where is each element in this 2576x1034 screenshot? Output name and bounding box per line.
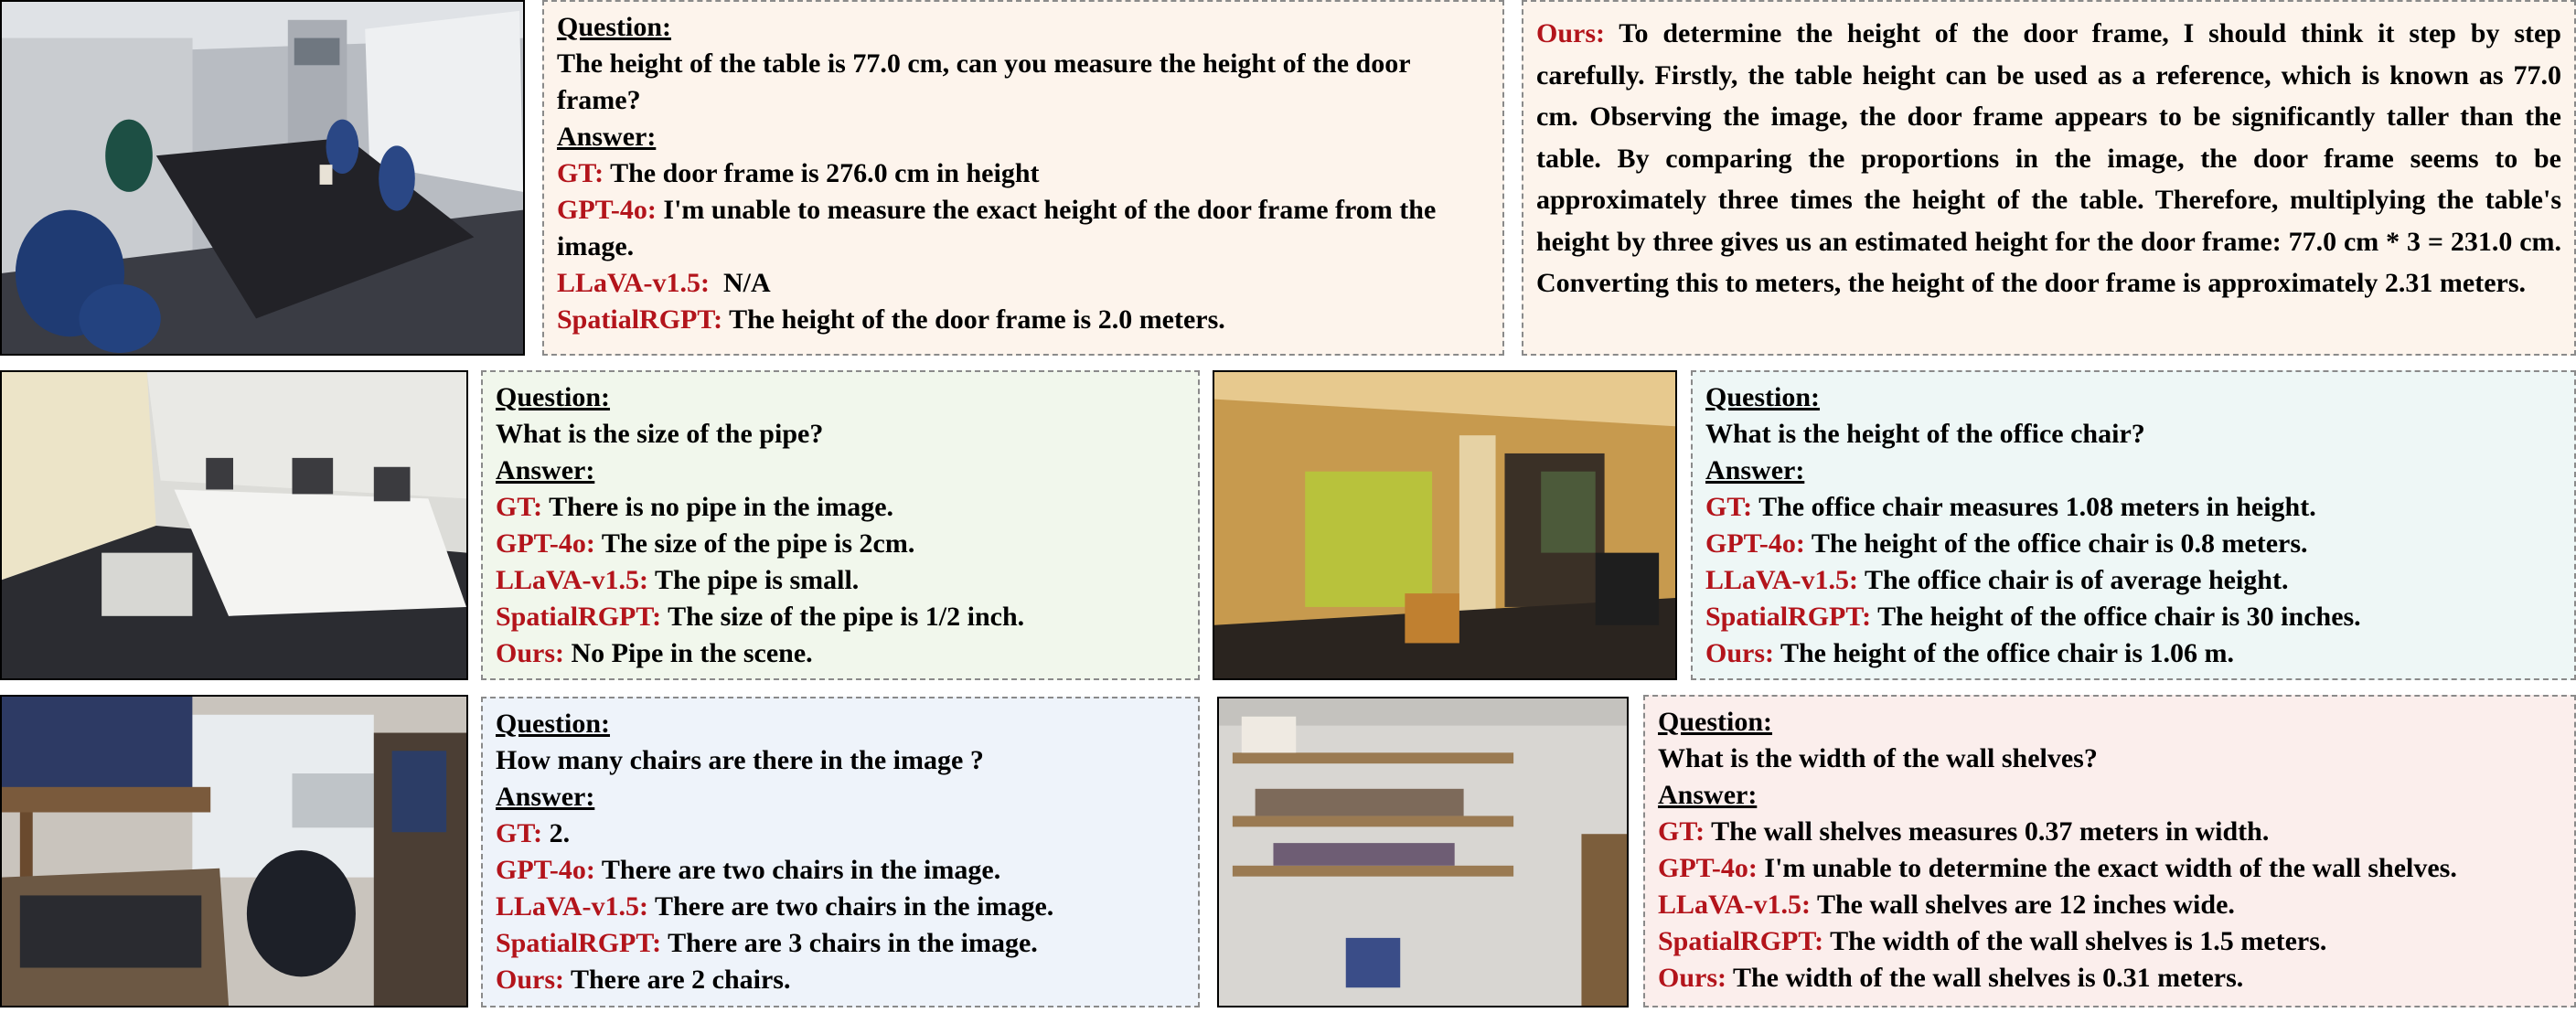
model-label-spatialrgpt: SpatialRGPT: [557,304,723,335]
answer-llava-text: N/A [722,268,771,298]
answer-gpt4o-text: I'm unable to measure the exact height of the door frame from the image. [557,195,1437,261]
question-header: Question: [1705,382,1821,412]
answer-spatialrgpt [557,302,1490,338]
answer-gt [1705,489,2561,526]
model-label-gpt4o: GPT-4o: [557,195,657,225]
photo-conference-room [0,0,525,356]
model-label-llava: LLaVA-v1.5: [1658,890,1811,920]
answer-gt [496,489,1185,526]
answer-gpt4o-text: The size of the pipe is 2cm. [601,528,915,559]
question-text: What is the height of the office chair? [1705,419,2145,449]
answer-gpt4o [1658,850,2561,887]
answer-llava-text: The wall shelves are 12 inches wide. [1816,890,2235,920]
answer-gpt4o-text: The height of the office chair is 0.8 meters. [1811,528,2308,559]
photo-office-hallway [1213,370,1677,680]
question-text: How many chairs are there in the image ? [496,745,984,775]
answer-ours [496,635,1185,672]
answer-spatialrgpt [1705,599,2561,635]
model-label-spatialrgpt: SpatialRGPT: [496,928,662,958]
answer-spatialrgpt-text: The size of the pipe is 1/2 inch. [668,602,1025,632]
model-label-ours: Ours: [1658,963,1726,993]
ours-reasoning-text: To determine the height of the door frame, I should think it step by step carefully. Firstly, the table height can be used as a reference, which is known as 77.0 cm. Observing the image, the door frame appears to be significantly taller than the table. By comparing the proportions in the image, the door frame seems to be approximately three times the height of the table. Therefore, multiplying the table's height by three gives us an estimated height for the door frame: 77.0 cm * 3 = 231.0 cm. Converting this to meters, the height of the door frame is approximately 2.31 meters. [1536,18,2561,298]
question-text: The height of the table is 77.0 cm, can you measure the height of the door frame? [557,48,1411,115]
photo-wall-shelves [1217,697,1629,1007]
answer-ours-text: The height of the office chair is 1.06 m. [1780,638,2235,668]
answer-spatialrgpt-text: The height of the office chair is 30 inches. [1877,602,2361,632]
answer-llava [496,562,1185,599]
model-label-ours: Ours: [1705,638,1774,668]
question-header: Question: [1658,707,1773,737]
model-label-llava: LLaVA-v1.5: [496,565,648,595]
model-label-gpt4o: GPT-4o: [496,528,595,559]
model-label-gt: GT: [1705,492,1753,522]
model-label-gpt4o: GPT-4o: [1658,853,1758,883]
answer-header: Answer: [1705,455,1805,485]
question-text: What is the size of the pipe? [496,419,824,449]
answer-llava-text: There are two chairs in the image. [654,891,1054,922]
model-label-ours: Ours: [1536,18,1605,48]
model-label-llava: LLaVA-v1.5: [496,891,648,922]
answer-gpt4o [557,192,1490,265]
answer-gpt4o [1705,526,2561,562]
answer-spatialrgpt-text: The width of the wall shelves is 1.5 meters. [1830,926,2327,956]
answer-gpt4o [496,852,1185,889]
qa-panel-3 [1691,370,2576,680]
answer-header: Answer: [557,122,657,152]
answer-spatialrgpt [1658,923,2561,960]
answer-llava [1705,562,2561,599]
model-label-gpt4o: GPT-4o: [496,855,595,885]
model-label-ours: Ours: [496,638,564,668]
photo-meeting-room [0,370,468,680]
answer-spatialrgpt-text: There are 3 chairs in the image. [668,928,1038,958]
qa-panel-4 [481,697,1200,1007]
answer-gt-text: The office chair measures 1.08 meters in height. [1758,492,2316,522]
model-label-gt: GT: [1658,816,1705,847]
qa-panel-2 [481,370,1200,680]
answer-spatialrgpt [496,599,1185,635]
answer-gt [1658,814,2561,850]
answer-llava-text: The office chair is of average height. [1864,565,2289,595]
model-label-llava: LLaVA-v1.5: [557,268,710,298]
answer-header: Answer: [496,455,595,485]
photo-dorm-room [0,695,468,1007]
qa-panel-1 [542,0,1504,356]
answer-llava [496,889,1185,925]
answer-llava-text: The pipe is small. [654,565,860,595]
model-label-gpt4o: GPT-4o: [1705,528,1805,559]
model-label-gt: GT: [557,158,604,188]
answer-header: Answer: [496,782,595,812]
answer-gpt4o-text: There are two chairs in the image. [601,855,1001,885]
model-label-gt: GT: [496,492,543,522]
answer-spatialrgpt [496,925,1185,962]
model-label-spatialrgpt: SpatialRGPT: [1705,602,1872,632]
answer-gt-text: The door frame is 276.0 cm in height [610,158,1040,188]
model-label-gt: GT: [496,818,543,848]
answer-llava [1658,887,2561,923]
answer-header: Answer: [1658,780,1758,810]
answer-gt [496,815,1185,852]
answer-ours [1705,635,2561,672]
question-text: What is the width of the wall shelves? [1658,743,2098,773]
answer-ours [496,962,1185,998]
answer-gt-text: 2. [549,818,571,848]
answer-ours-text: No Pipe in the scene. [571,638,813,668]
question-header: Question: [557,12,672,42]
question-header: Question: [496,709,611,739]
model-label-llava: LLaVA-v1.5: [1705,565,1858,595]
answer-ours-text: There are 2 chairs. [570,965,791,995]
ours-reasoning-panel [1522,0,2576,356]
question-header: Question: [496,382,611,412]
model-label-spatialrgpt: SpatialRGPT: [1658,926,1824,956]
answer-gt [557,155,1490,192]
answer-ours-text: The width of the wall shelves is 0.31 meters. [1732,963,2244,993]
qa-panel-5 [1643,695,2576,1007]
answer-ours [1658,960,2561,997]
model-label-ours: Ours: [496,965,564,995]
answer-spatialrgpt-text: The height of the door frame is 2.0 meters. [729,304,1225,335]
model-label-spatialrgpt: SpatialRGPT: [496,602,662,632]
answer-gpt4o [496,526,1185,562]
answer-llava [557,265,1490,302]
answer-gt-text: The wall shelves measures 0.37 meters in width. [1711,816,2270,847]
answer-gpt4o-text: I'm unable to determine the exact width of the wall shelves. [1764,853,2457,883]
answer-gt-text: There is no pipe in the image. [549,492,894,522]
